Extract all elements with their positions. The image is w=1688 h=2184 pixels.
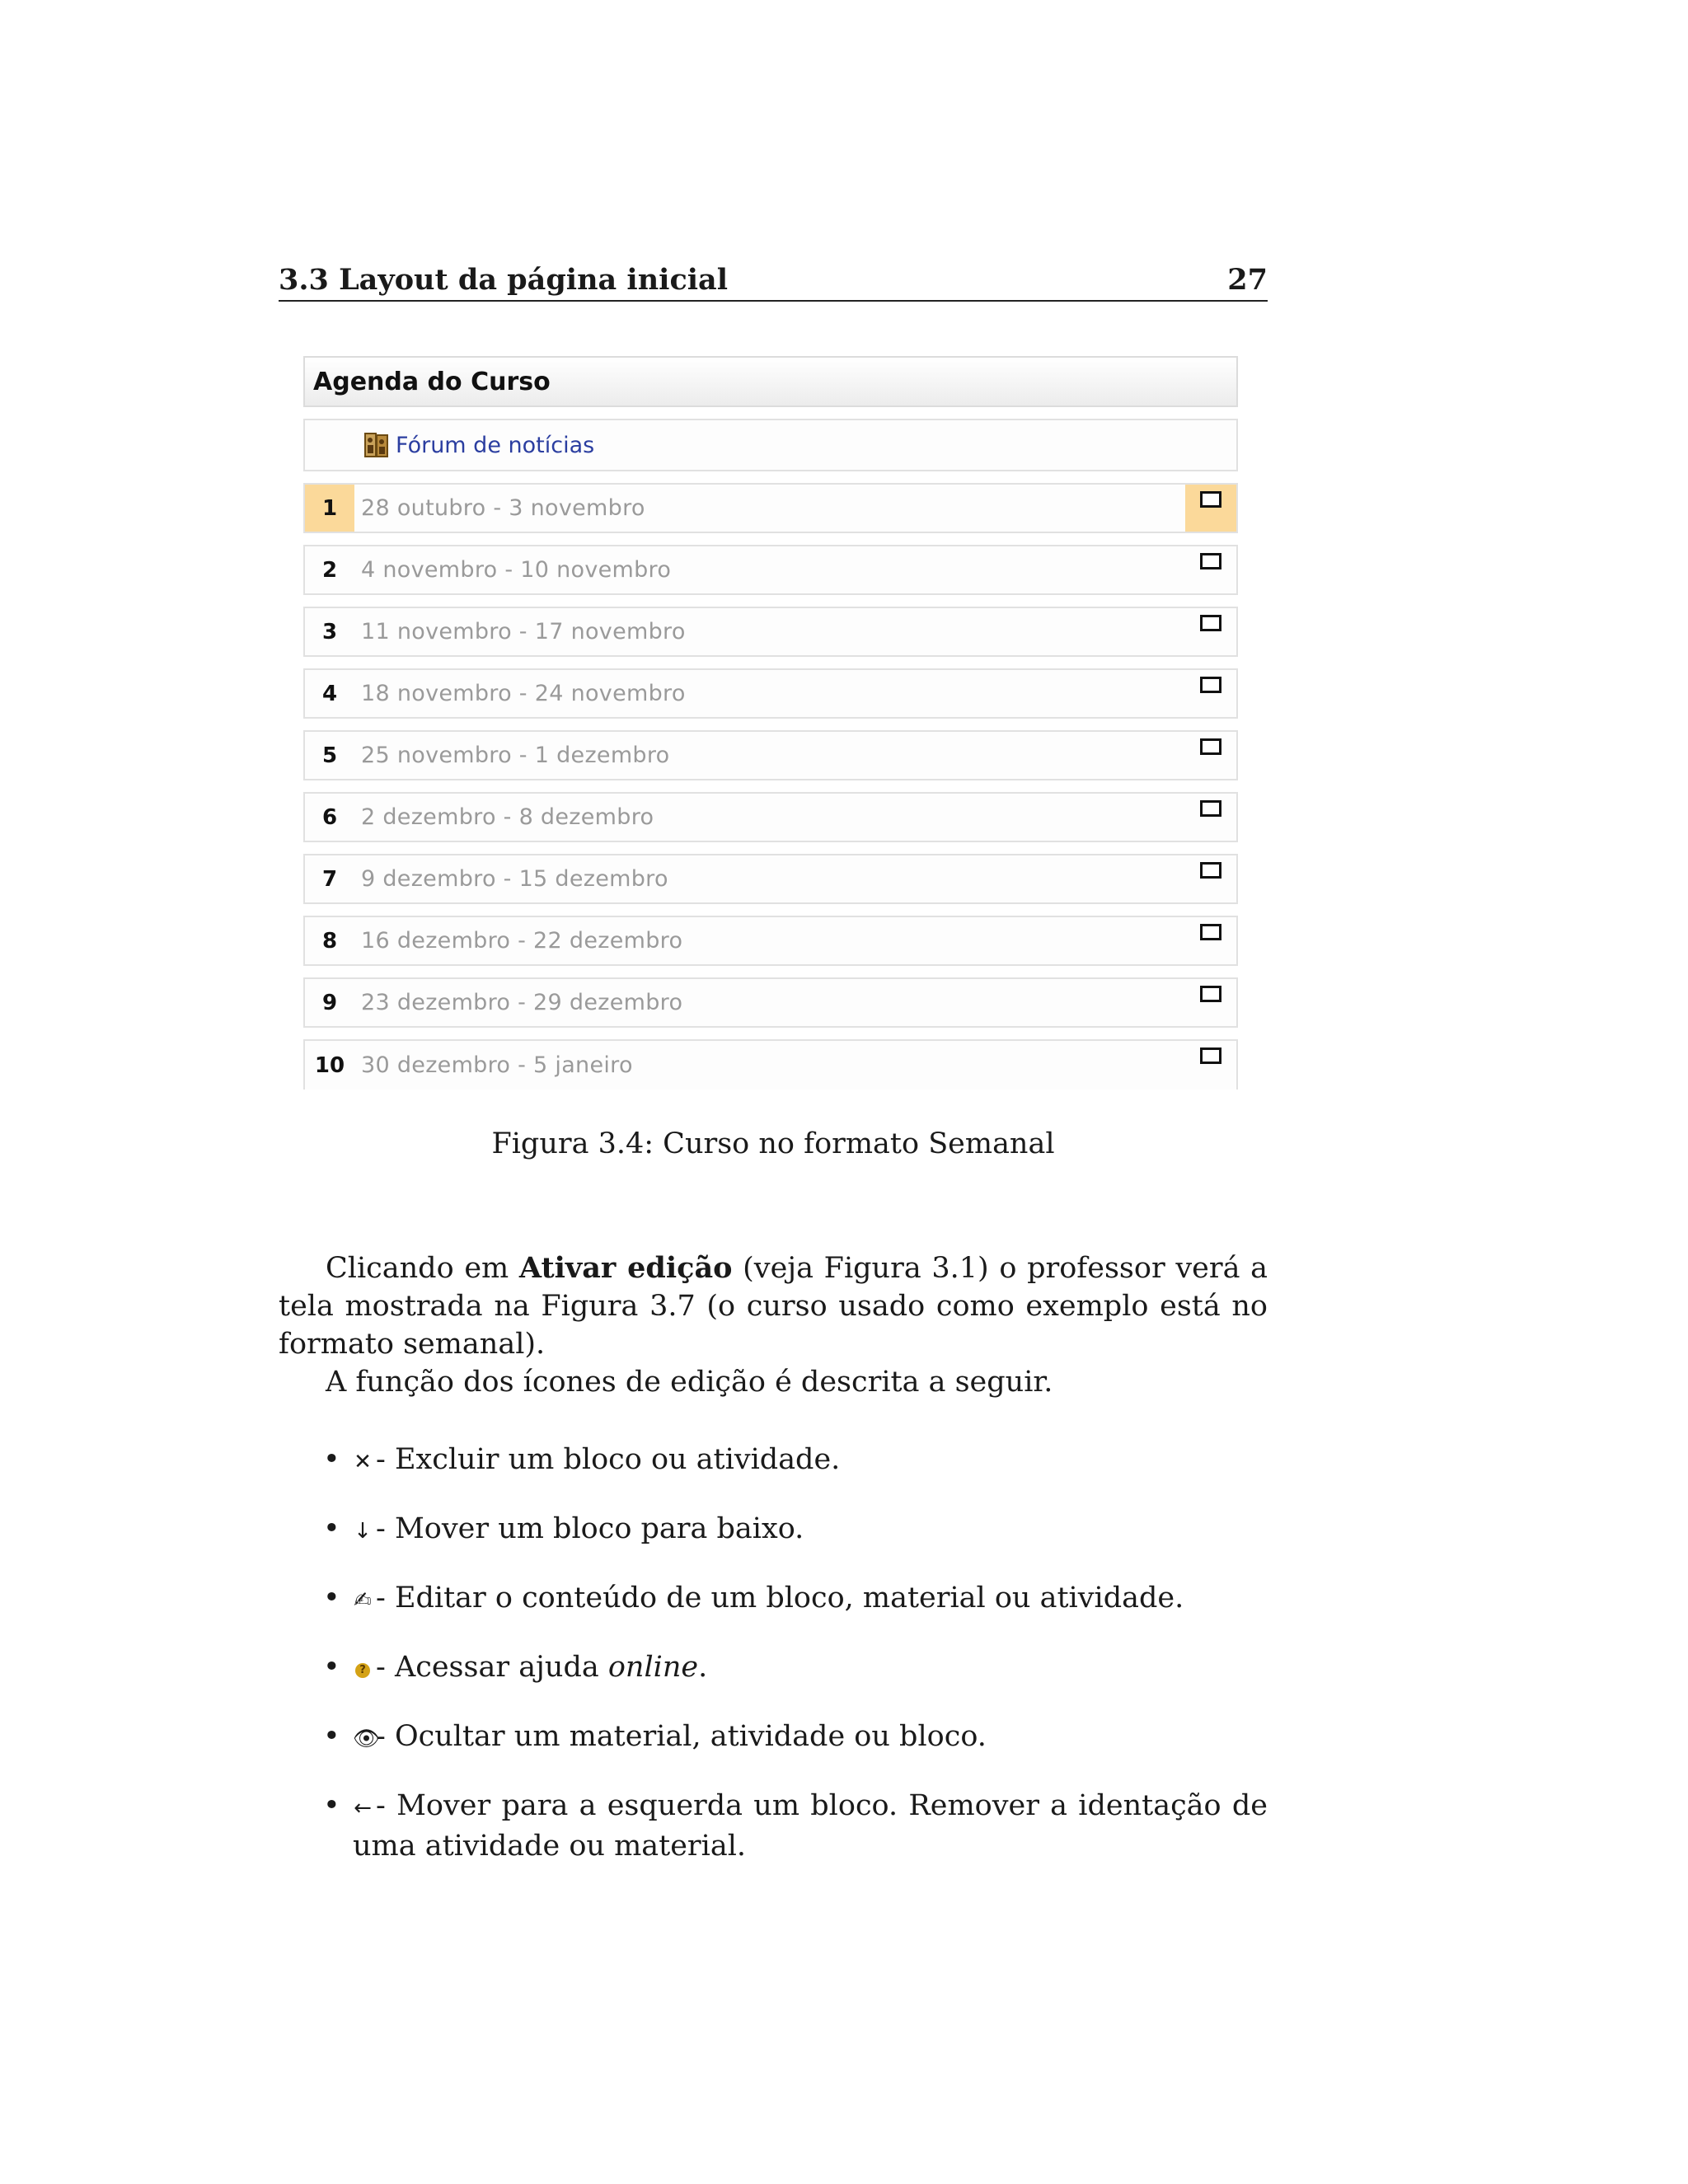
icon-description: - Mover para a esquerda um bloco. Remover a identação de uma atividade ou material. xyxy=(353,1789,1268,1863)
icon-list-item: • ? - Acessar ajuda online. xyxy=(279,1648,1268,1689)
icon-description: - Excluir um bloco ou atividade. xyxy=(376,1443,841,1476)
bullet-dot: • xyxy=(323,1651,340,1684)
forum-link[interactable]: Fórum de notícias xyxy=(396,432,595,458)
icon-list-item xyxy=(279,1510,1268,1550)
show-only-week-icon[interactable] xyxy=(1200,800,1221,817)
week-dates: 23 dezembro - 29 dezembro xyxy=(361,990,683,1015)
week-number: 7 xyxy=(321,866,338,892)
page-number: 27 xyxy=(1227,263,1268,297)
show-only-week-cell xyxy=(1185,1041,1236,1090)
edit-icon: ✍ xyxy=(354,1588,372,1613)
show-only-week-icon[interactable] xyxy=(1200,986,1221,1002)
week-row xyxy=(303,607,1238,657)
move-left-icon: ← xyxy=(354,1796,372,1821)
week-row xyxy=(303,730,1238,780)
show-only-week-icon[interactable] xyxy=(1200,553,1221,569)
show-only-week-icon[interactable] xyxy=(1200,924,1221,940)
week-dates: 28 outubro - 3 novembro xyxy=(361,495,645,521)
show-only-week-icon[interactable] xyxy=(1200,738,1221,755)
week-number: 6 xyxy=(321,804,338,830)
week-dates: 16 dezembro - 22 dezembro xyxy=(361,928,683,954)
week-row xyxy=(303,1039,1238,1090)
week-number: 9 xyxy=(321,990,338,1015)
show-only-week-cell xyxy=(1185,608,1236,655)
icon-description: - Mover um bloco para baixo. xyxy=(376,1512,804,1545)
body-text xyxy=(279,1249,1268,1401)
forum-row[interactable] xyxy=(303,419,1238,471)
weeks-list xyxy=(303,483,1238,1090)
show-only-week-icon[interactable] xyxy=(1200,615,1221,631)
show-only-week-cell xyxy=(1185,917,1236,964)
week-row xyxy=(303,977,1238,1028)
icon-list-item xyxy=(279,1441,1268,1481)
week-dates: 30 dezembro - 5 janeiro xyxy=(361,1052,633,1078)
bullet-dot: • xyxy=(323,1720,340,1753)
figure-caption: Figura 3.4: Curso no formato Semanal xyxy=(491,1127,1055,1160)
icon-description: - Editar o conteúdo de um bloco, material ou atividade. xyxy=(376,1582,1184,1615)
week-row xyxy=(303,545,1238,595)
icon-list xyxy=(279,1441,1268,1894)
icon-description: - Acessar ajuda xyxy=(376,1651,608,1684)
week-number: 5 xyxy=(321,743,338,768)
icon-description: - Ocultar um material, atividade ou bloco. xyxy=(376,1720,987,1753)
bold-term: Ativar edição xyxy=(518,1251,733,1285)
section-title: 3.3 Layout da página inicial xyxy=(279,263,729,297)
week-dates: 9 dezembro - 15 dezembro xyxy=(361,866,668,892)
bullet-dot: • xyxy=(323,1512,340,1545)
week-number: 2 xyxy=(321,557,338,583)
show-only-week-icon[interactable] xyxy=(1200,491,1221,508)
show-only-week-cell xyxy=(1185,732,1236,779)
week-row xyxy=(303,483,1238,533)
bullet-dot: • xyxy=(323,1443,340,1476)
show-only-week-cell xyxy=(1185,794,1236,841)
week-number: 4 xyxy=(321,681,338,706)
week-row xyxy=(303,792,1238,842)
forum-icon xyxy=(364,432,389,458)
show-only-week-cell xyxy=(1185,855,1236,902)
show-only-week-cell xyxy=(1185,546,1236,593)
week-number: 3 xyxy=(321,619,338,644)
week-dates: 25 novembro - 1 dezembro xyxy=(361,743,670,768)
week-row xyxy=(303,854,1238,904)
week-dates: 18 novembro - 24 novembro xyxy=(361,681,686,706)
show-only-week-cell xyxy=(1185,485,1236,532)
show-only-week-icon[interactable] xyxy=(1200,862,1221,879)
paragraph-1: Clicando em Ativar edição (veja Figura 3.1) o professor verá a tela mostrada na Figura 3.7 (o curso usado como exemplo está no formato semanal). xyxy=(279,1251,1268,1361)
week-dates: 2 dezembro - 8 dezembro xyxy=(361,804,654,830)
hide-eye-icon: 👁 xyxy=(353,1727,381,1751)
icon-list-item xyxy=(279,1787,1268,1865)
week-number: 8 xyxy=(321,928,338,954)
paragraph-2: A função dos ícones de edição é descrita a seguir. xyxy=(326,1366,1053,1399)
show-only-week-cell xyxy=(1185,979,1236,1026)
page-header xyxy=(279,260,1268,302)
week-row xyxy=(303,916,1238,966)
icon-list-item xyxy=(279,1718,1268,1758)
show-only-week-icon[interactable] xyxy=(1200,1047,1221,1064)
bullet-dot: • xyxy=(323,1789,340,1822)
week-number: 1 xyxy=(305,485,354,532)
italic-term: online xyxy=(607,1651,699,1684)
bullet-dot: • xyxy=(323,1582,340,1615)
agenda-block-title: Agenda do Curso xyxy=(303,356,1238,407)
week-dates: 11 novembro - 17 novembro xyxy=(361,619,686,644)
course-agenda-figure xyxy=(303,356,1238,1090)
week-dates: 4 novembro - 10 novembro xyxy=(361,557,672,583)
week-row xyxy=(303,668,1238,719)
help-icon: ? xyxy=(353,1651,373,1689)
icon-list-item xyxy=(279,1579,1268,1619)
delete-icon: ✕ xyxy=(354,1450,372,1474)
week-number: 10 xyxy=(314,1052,345,1078)
show-only-week-cell xyxy=(1185,670,1236,717)
move-down-icon: ↓ xyxy=(354,1519,372,1544)
show-only-week-icon[interactable] xyxy=(1200,677,1221,693)
